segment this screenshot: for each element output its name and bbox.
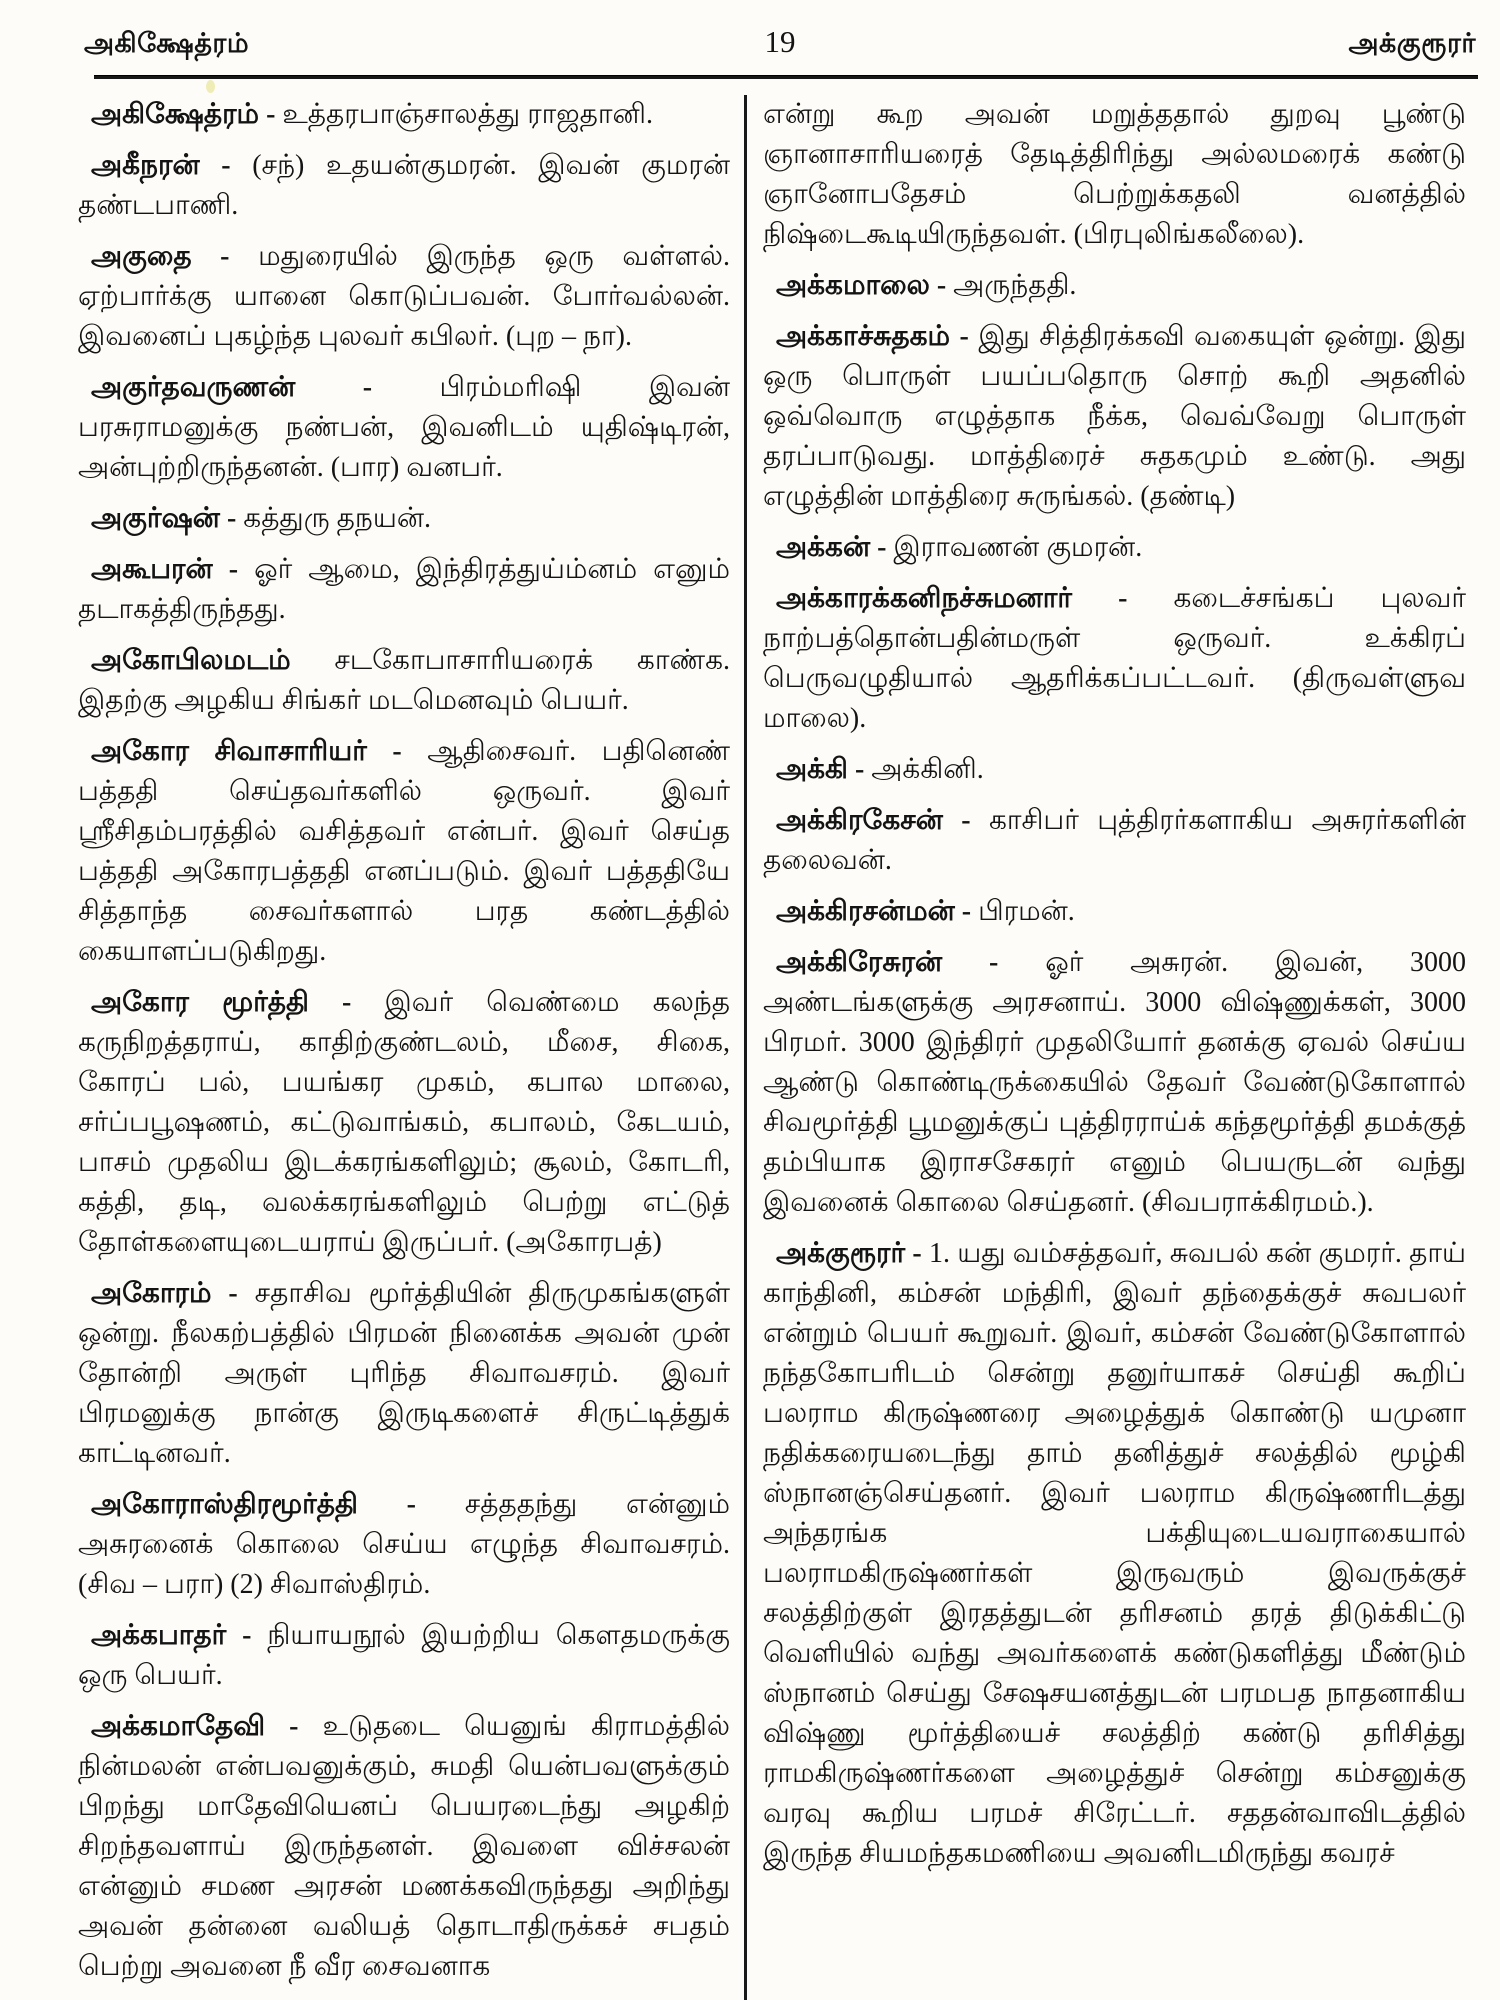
entry-headword: அகோபிலமடம் — [91, 645, 291, 676]
entry-definition: அக்கினி. — [871, 754, 984, 785]
header-guide-word-right: அக்குரூரர் — [1348, 28, 1476, 58]
dictionary-entry — [78, 368, 730, 488]
entry-definition: இவர் வெண்மை கலந்த கருநிறத்தராய், காதிற்குண்டலம், மீசை, சிகை, கோரப் பல், பயங்கர முகம், கபால மாலை, சர்ப்பபூஷணம், கட்டுவாங்கம், கபாலம், கேடயம், பாசம் முதலிய இடக்கரங்களிலும்; சூலம், கோடரி, கத்தி, தடி, வலக்கரங்களிலும் பெற்று எட்டுத் தோள்களையுடையராய் இருப்பர். (அகோரபத்) — [78, 987, 731, 1258]
entry-definition: உடுதடை யெனுங் கிராமத்தில் நின்மலன் என்பவனுக்கும், சுமதி யென்பவளுக்கும் பிறந்து மாதேவியெனப் பெயரடைந்து அழகிற் சிறந்தவளாய் இருந்தனள். இவளை விச்சலன் என்னும் சமண அரசன் மணக்கவிருந்தது அறிந்து அவன் தன்னை வலியத் தொடாதிருக்கச் சபதம் பெற்று அவனை நீ வீர சைவனாக — [78, 1711, 730, 1982]
entry-headword: அகீநரன் - — [91, 150, 231, 181]
dictionary-entry — [763, 892, 1466, 932]
entry-headword: அக்காரக்கனிநச்சுமனார் - — [776, 583, 1128, 614]
dictionary-entry — [78, 1616, 730, 1696]
dictionary-entry — [763, 1234, 1466, 1874]
entry-headword: அகுதை - — [91, 241, 230, 272]
dictionary-entry — [763, 266, 1466, 306]
entry-definition: ஆதிசைவர். பதினெண் பத்ததி செய்தவர்களில் ஒருவர். இவர் ஸ்ரீசிதம்பரத்தில் வசித்தவர் என்பர். இவர் செய்த பத்ததி அகோரபத்ததி எனப்படும். இவர் பத்ததியே சித்தாந்த சைவர்களால் பரத கண்டத்தில் கையாளப்படுகிறது. — [78, 736, 730, 967]
dictionary-entry — [78, 95, 730, 135]
header-rule — [94, 75, 1478, 79]
entry-definition: சடகோபாசாரியரைக் காண்க. இதற்கு அழகிய சிங்கர் மடமெனவும் பெயர். — [78, 645, 730, 716]
right-column — [747, 95, 1466, 2000]
dictionary-entry — [763, 801, 1466, 881]
entry-headword: அக்கிரகேசன் - — [776, 805, 971, 836]
dictionary-entry — [78, 237, 730, 357]
entry-headword: அகுர்தவருணன் - — [91, 372, 373, 403]
entry-headword: அக்கிரசன்மன் - — [776, 896, 972, 927]
entry-headword: அகிக்ஷேத்ரம் - — [91, 99, 276, 130]
entry-headword: அக்காச்சுதகம் - — [776, 321, 969, 352]
entry-definition: ஓர் ஆமை, இந்திரத்துய்ம்னம் எனும் தடாகத்திருந்தது. — [78, 554, 731, 625]
dictionary-entry — [78, 1274, 730, 1474]
entry-definition: சத்ததந்து என்னும் அசுரனைக் கொலை செய்ய எழுந்த சிவாவசரம். (சிவ – பரா) (2) சிவாஸ்திரம். — [78, 1489, 730, 1600]
entry-headword: அக்கபாதர் - — [91, 1620, 252, 1651]
entry-headword: அகுர்ஷன் - — [91, 503, 237, 534]
entry-continuation — [763, 95, 1466, 255]
entry-definition: ஓர் அசுரன். இவன், 3000 அண்டங்களுக்கு அரசனாய். 3000 விஷ்ணுக்கள், 3000 பிரமர். 3000 இந்திரர் முதலியோர் தனக்கு ஏவல் செய்ய ஆண்டு கொண்டிருக்கையில் தேவர் வேண்டுகோளால் சிவமூர்த்தி பூமனுக்குப் புத்திரராய்க் கந்தமூர்த்தி தமக்குத் தம்பியாக இராசசேகரர் எனும் பெயருடன் வந்து இவனைக் கொலை செய்தனர். (சிவபராக்கிரமம்.). — [763, 947, 1466, 1218]
entry-definition: நியாயநூல் இயற்றிய கௌதமருக்கு ஒரு பெயர். — [78, 1620, 731, 1691]
entry-headword: அகோர சிவாசாரியர் - — [91, 736, 402, 767]
dictionary-entry — [763, 750, 1466, 790]
dictionary-entry — [763, 579, 1466, 739]
entry-definition: உத்தரபாஞ்சாலத்து ராஜதானி. — [282, 99, 653, 130]
entry-headword: அக்கமாதேவி - — [91, 1711, 299, 1742]
dictionary-entry — [78, 983, 730, 1263]
left-column — [78, 95, 744, 2000]
dictionary-entry — [78, 732, 730, 972]
dictionary-entry — [78, 641, 730, 721]
text-columns — [78, 95, 1466, 2000]
entry-headword: அகோரம் - — [91, 1278, 238, 1309]
entry-headword: அக்குரூரர் - — [776, 1238, 922, 1269]
dictionary-entry — [763, 317, 1466, 517]
dictionary-entry — [78, 550, 730, 630]
entry-headword: அக்கிரேசுரன் - — [776, 947, 999, 978]
entry-headword: அகோராஸ்திரமூர்த்தி - — [91, 1489, 417, 1520]
entry-definition: சதாசிவ மூர்த்தியின் திருமுகங்களுள் ஒன்று. நீலகற்பத்தில் பிரமன் நினைக்க அவன் முன் தோன்றி அருள் புரிந்த சிவாவசரம். இவர் பிரமனுக்கு நான்கு இருடிகளைச் சிருட்டித்துக் காட்டினவர். — [78, 1278, 730, 1469]
entry-definition: காசிபர் புத்திரர்களாகிய அசுரர்களின் தலைவன். — [763, 805, 1466, 876]
entry-headword: அக்கமாலை - — [776, 270, 947, 301]
dictionary-entry — [78, 1707, 730, 1987]
entry-headword: அக்கி - — [776, 754, 865, 785]
dictionary-entry — [763, 528, 1466, 568]
entry-definition: மதுரையில் இருந்த ஒரு வள்ளல். ஏற்பார்க்கு யானை கொடுப்பவன். போர்வல்லன். இவனைப் புகழ்ந்த புலவர் கபிலர். (புற – நா). — [78, 241, 730, 352]
entry-definition: பிரமன். — [978, 896, 1075, 927]
entry-definition: (சந்) உதயன்குமரன். இவன் குமரன் தண்டபாணி. — [78, 150, 731, 221]
entry-headword: அகூபரன் - — [91, 554, 239, 585]
page-number: 19 — [764, 24, 796, 59]
entry-definition: பிரம்மரிஷி இவன் பரசுராமனுக்கு நண்பன், இவனிடம் யுதிஷ்டிரன், அன்புற்றிருந்தனன். (பார) வனபர். — [78, 372, 731, 483]
dictionary-entry — [763, 943, 1466, 1223]
entry-definition: இராவணன் குமரன். — [893, 532, 1143, 563]
dictionary-entry — [78, 146, 730, 226]
header-guide-word-left: அகிக்ஷேத்ரம் — [84, 28, 250, 58]
entry-definition: என்று கூற அவன் மறுத்ததால் துறவு பூண்டு ஞானாசாரியரைத் தேடித்திரிந்து அல்லமரைக் கண்டு ஞானோபதேசம் பெற்றுக்கதலி வனத்தில் நிஷ்டைகூடியிருந்தவள். (பிரபுலிங்கலீலை). — [763, 99, 1466, 250]
entry-definition: கடைச்சங்கப் புலவர் நாற்பத்தொன்பதின்மருள் ஒருவர். உக்கிரப் பெருவழுதியால் ஆதரிக்கப்பட்டவர். (திருவள்ளுவ மாலை). — [763, 583, 1466, 734]
entry-headword: அக்கன் - — [776, 532, 887, 563]
entry-definition: அருந்ததி. — [953, 270, 1077, 301]
dictionary-entry — [78, 1485, 730, 1605]
entry-headword: அகோர மூர்த்தி - — [91, 987, 352, 1018]
entry-definition: 1. யது வம்சத்தவர், சுவபல் கன் குமரர். தாய் காந்தினி, கம்சன் மந்திரி, இவர் தந்தைக்குச் சுவபலர் என்றும் பெயர் கூறுவர். இவர், கம்சன் வேண்டுகோளால் நந்தகோபரிடம் சென்று தனுர்யாகச் செய்தி கூறிப் பலராம கிருஷ்ணரை அழைத்துக் கொண்டு யமுனா நதிக்கரையடைந்து தாம் தனித்துச் சலத்தில் மூழ்கி ஸ்நானஞ்செய்தனர். இவர் பலராம கிருஷ்ணரிடத்து அந்தரங்க பக்தியுடையவராகையால் பலராமகிருஷ்ணர்கள் இருவரும் இவருக்குச் சலத்திற்குள் இரதத்துடன் தரிசனம் தரத் திடுக்கிட்டு வெளியில் வந்து அவர்களைக் கண்டுகளித்து மீண்டும் ஸ்நானம் செய்து சேஷசயனத்துடன் பரமபத நாதனாகிய விஷ்ணு மூர்த்தியைச் சலத்திற் கண்டு தரிசித்து ராமகிருஷ்ணர்களை அழைத்துச் சென்று கம்சனுக்கு வரவு கூறிய பரமச் சிரேட்டர். சததன்வாவிடத்தில் இருந்த சியமந்தகமணியை அவனிடமிருந்து கவரச் — [763, 1238, 1466, 1869]
page-header — [0, 0, 1500, 63]
scan-smudge — [206, 80, 215, 93]
entry-definition: இது சித்திரக்கவி வகையுள் ஒன்று. இது ஒரு பொருள் பயப்பதொரு சொற் கூறி அதனில் ஒவ்வொரு எழுத்தாக நீக்க, வெவ்வேறு பொருள் தரப்பாடுவது. மாத்திரைச் சுதகமும் உண்டு. அது எழுத்தின் மாத்திரை சுருங்கல். (தண்டி) — [763, 321, 1466, 512]
dictionary-entry — [78, 499, 730, 539]
entry-definition: கத்துரு தநயன். — [243, 503, 432, 534]
